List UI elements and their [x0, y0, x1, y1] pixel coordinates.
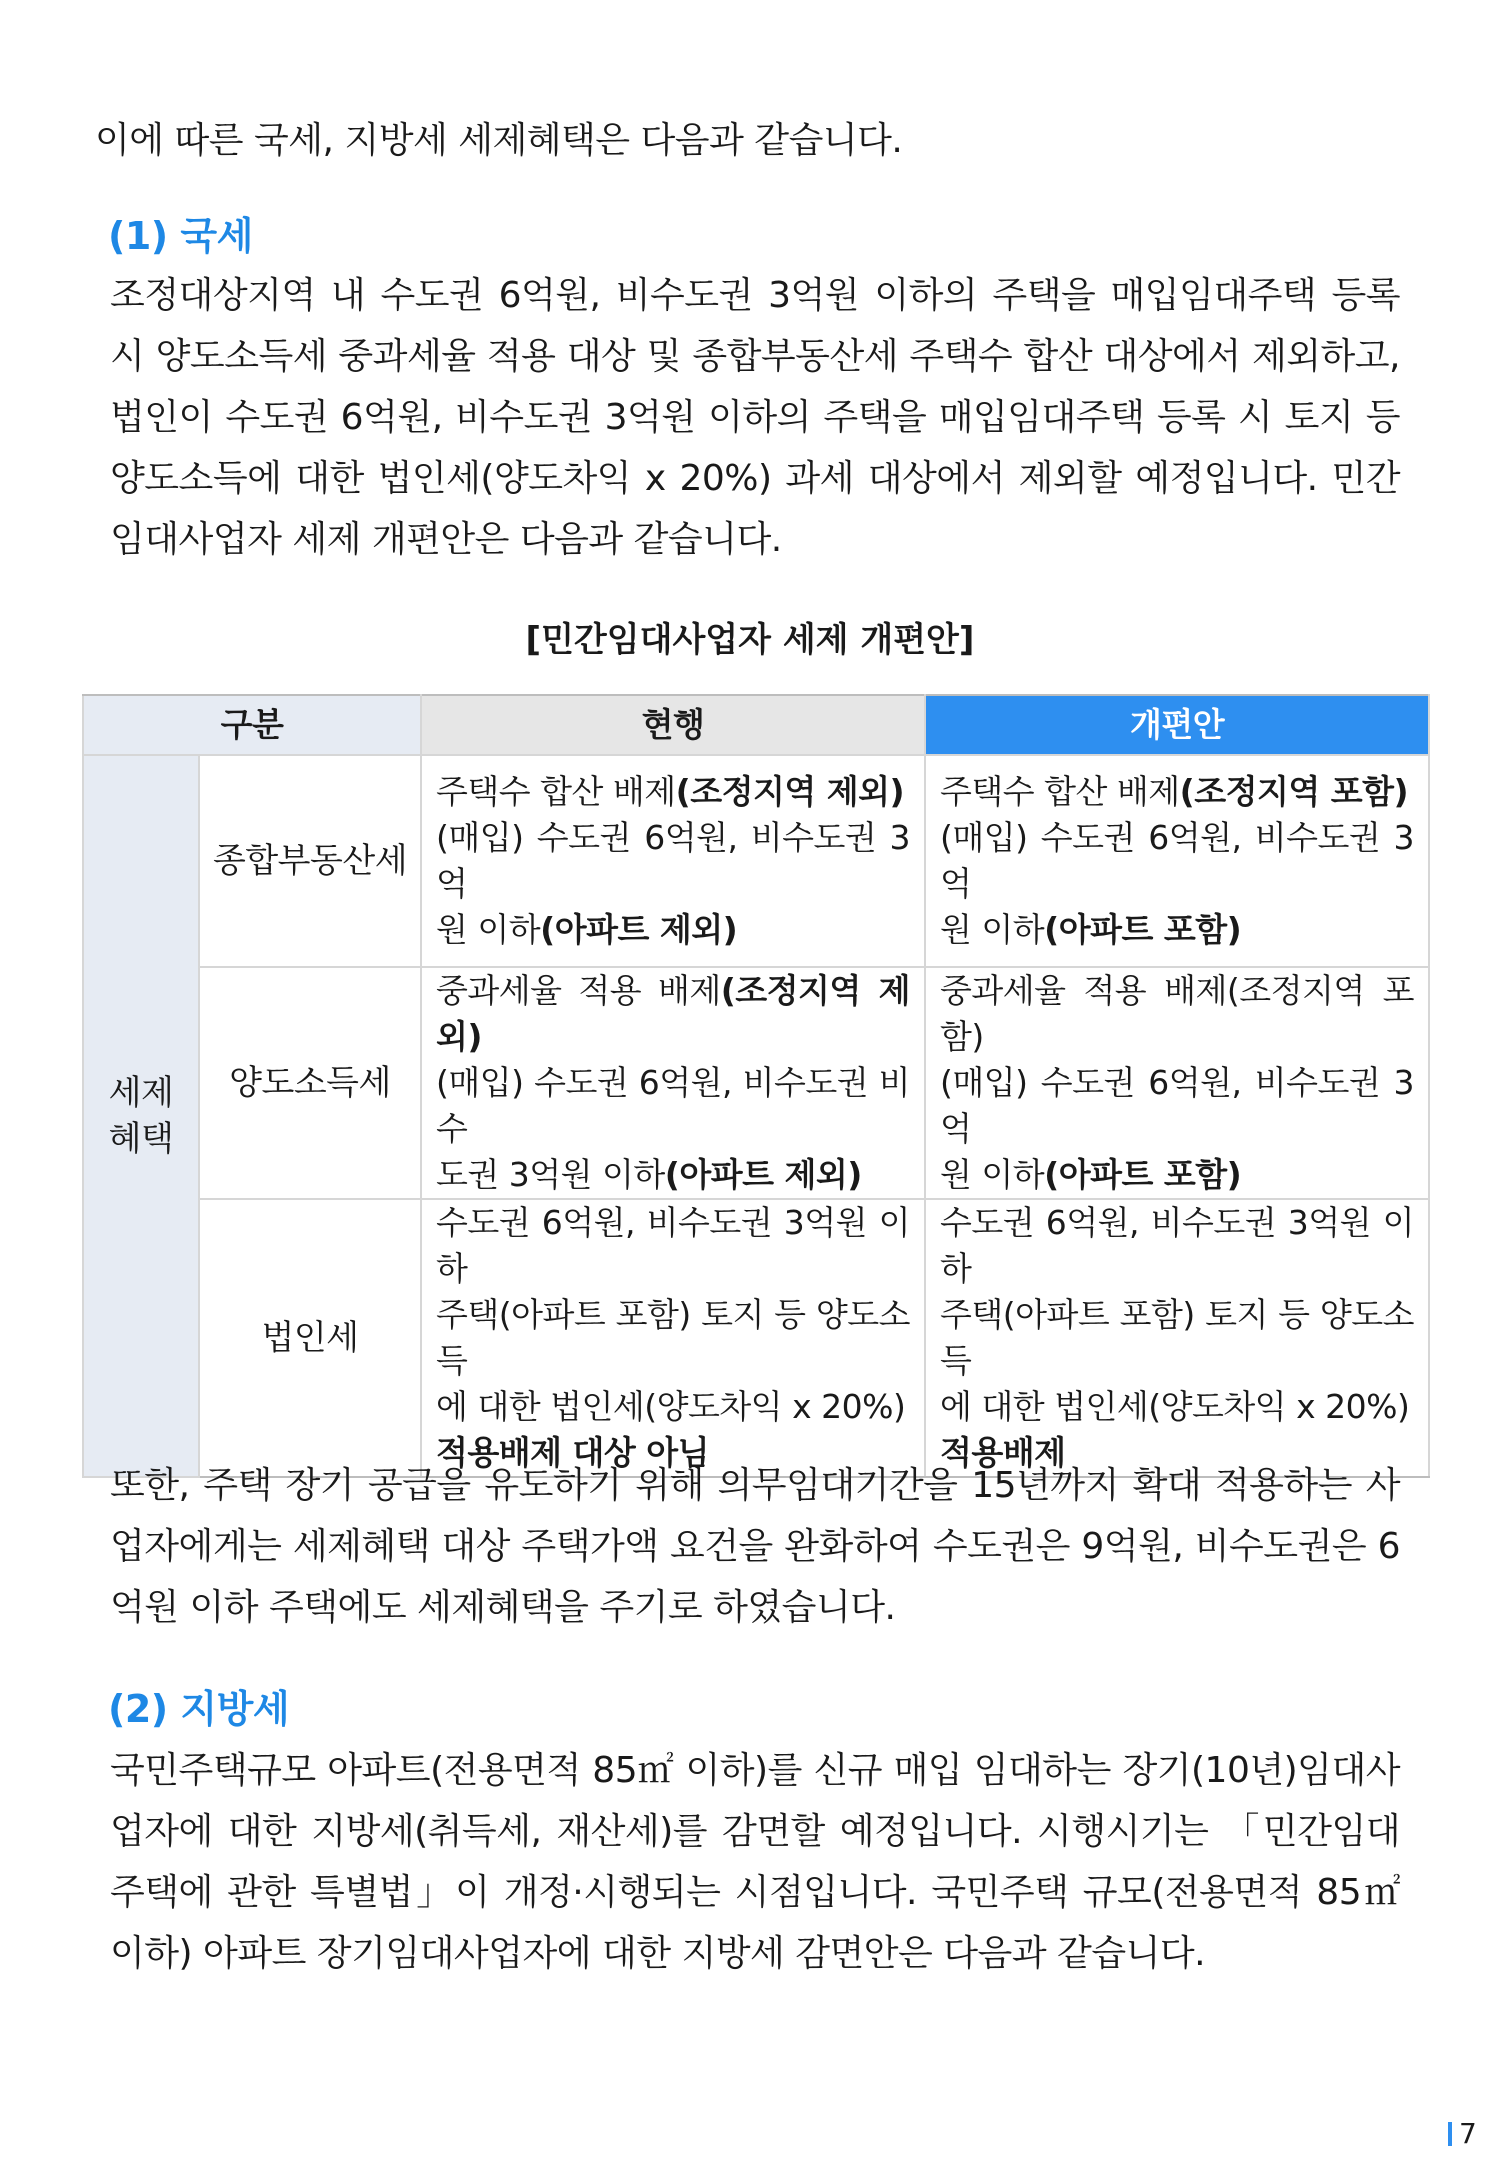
reform-cell: 주택수 합산 배제(조정지역 포함) (매입) 수도권 6억원, 비수도권 3억 원 이하(아파트 포함) — [925, 755, 1429, 967]
reform-cell: 중과세율 적용 배제(조정지역 포함) (매입) 수도권 6억원, 비수도권 3억 원 이하(아파트 포함) — [925, 967, 1429, 1199]
row-label: 양도소득세 — [199, 967, 421, 1199]
table-header-row — [83, 695, 1429, 755]
header-category: 구분 — [83, 695, 421, 755]
table-row — [83, 1199, 1429, 1477]
after-table-paragraph: 또한, 주택 장기 공급을 유도하기 위해 의무임대기간을 15년까지 확대 적용하는 사업자에게는 세제혜택 대상 주택가액 요건을 완화하여 수도권은 9억원, 비수도권은 6억원 이하 주택에도 세제혜택을 주기로 하였습니다. — [110, 1465, 1400, 1628]
table-row — [83, 967, 1429, 1199]
section-heading-local-tax: (2) 지방세 — [108, 1687, 290, 1731]
group-label-line: 세제 — [108, 1073, 174, 1113]
section-heading-national-tax: (1) 국세 — [108, 214, 253, 258]
page-number-text: 7 — [1459, 2117, 1477, 2150]
section-paragraph-national-tax: 조정대상지역 내 수도권 6억원, 비수도권 3억원 이하의 주택을 매입임대주택 등록 시 양도소득세 중과세율 적용 대상 및 종합부동산세 주택수 합산 대상에서 제외하고, 법인이 수도권 6억원, 비수도권 3억원 이하의 주택을 매입임대주택 등록 시 토지 등 양도소득에 대한 법인세(양도차익 x 20%) 과세 대상에서 제외할 예정입니다. 민간 임대사업자 세제 개편안은 다음과 같습니다. — [110, 275, 1400, 560]
current-cell: 수도권 6억원, 비수도권 3억원 이하 주택(아파트 포함) 토지 등 양도소득 에 대한 법인세(양도차익 x 20%) 적용배제 대상 아님 — [421, 1199, 925, 1477]
intro-text: 이에 따른 국세, 지방세 세제혜택은 다음과 같습니다. — [95, 120, 903, 161]
table-title: [민간임대사업자 세제 개편안] — [525, 620, 975, 660]
page-number-bar — [1448, 2122, 1452, 2146]
tax-reform-table — [82, 694, 1430, 1478]
row-label: 법인세 — [199, 1199, 421, 1477]
header-current: 현행 — [421, 695, 925, 755]
group-label-cell — [83, 755, 199, 1477]
group-label-line: 혜택 — [108, 1119, 174, 1159]
row-label: 종합부동산세 — [199, 755, 421, 967]
section-paragraph-local-tax: 국민주택규모 아파트(전용면적 85㎡ 이하)를 신규 매입 임대하는 장기(10년)임대사업자에 대한 지방세(취득세, 재산세)를 감면할 예정입니다. 시행시기는 「민간임대주택에 관한 특별법」이 개정·시행되는 시점입니다. 국민주택 규모(전용면적 85㎡ 이하) 아파트 장기임대사업자에 대한 지방세 감면안은 다음과 같습니다. — [110, 1750, 1400, 1974]
current-cell: 중과세율 적용 배제(조정지역 제외) (매입) 수도권 6억원, 비수도권 비수 도권 3억원 이하(아파트 제외) — [421, 967, 925, 1199]
reform-cell: 수도권 6억원, 비수도권 3억원 이하 주택(아파트 포함) 토지 등 양도소득 에 대한 법인세(양도차익 x 20%) 적용배제 — [925, 1199, 1429, 1477]
current-cell: 주택수 합산 배제(조정지역 제외) (매입) 수도권 6억원, 비수도권 3억 원 이하(아파트 제외) — [421, 755, 925, 967]
header-reform: 개편안 — [925, 695, 1429, 755]
table-row — [83, 755, 1429, 967]
